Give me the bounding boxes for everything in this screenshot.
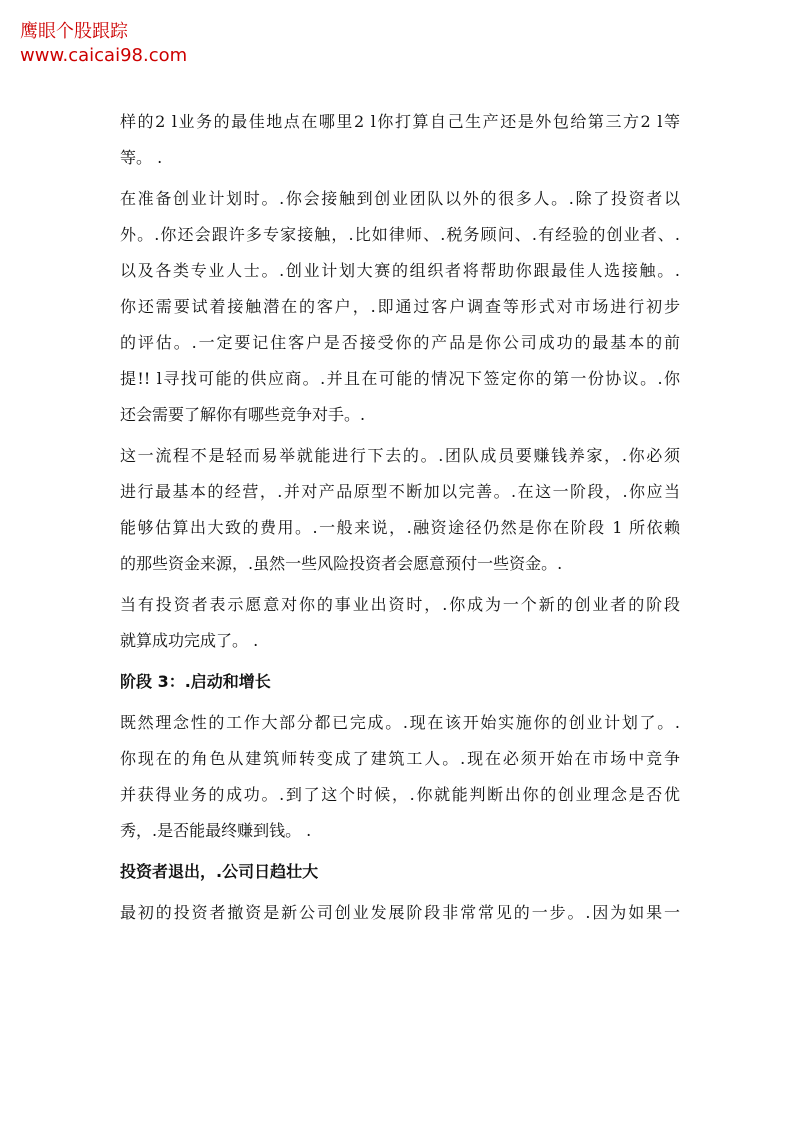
text-line: 就算成功完成了。 .: [120, 631, 259, 650]
text-line: 当有投资者表示愿意对你的事业出资时，.你成为一个新的创业者的阶段: [120, 595, 680, 614]
text-line: 在准备创业计划时。.你会接触到创业团队以外的很多人。.除了投资者以: [120, 189, 680, 208]
text-line: 等。 .: [120, 148, 163, 167]
text-line: 外。.你还会跟许多专家接触，.比如律师、.税务顾问、.有经验的创业者、.: [120, 225, 680, 244]
text-line: 你现在的角色从建筑师转变成了建筑工人。.现在必须开始在市场中竞争: [120, 749, 680, 768]
text-line: 进行最基本的经营，.并对产品原型不断加以完善。.在这一阶段，.你应当: [120, 482, 680, 501]
text-line: 并获得业务的成功。.到了这个时候，.你就能判断出你的创业理念是否优: [120, 785, 680, 804]
text-line: 你还需要试着接触潜在的客户，.即通过客户调查等形式对市场进行初步: [120, 297, 680, 316]
text-line: 这一流程不是轻而易举就能进行下去的。.团队成员要赚钱养家，.你必须: [120, 446, 680, 465]
text-line: 秀，.是否能最终赚到钱。 .: [120, 821, 312, 840]
watermark-name: 鹰眼个股跟踪: [20, 21, 128, 42]
watermark-url: www.caicai98.com: [20, 45, 188, 66]
watermark: [20, 20, 187, 68]
text-line: 最初的投资者撤资是新公司创业发展阶段非常常见的一步。.因为如果一: [120, 903, 680, 922]
section-heading-investor-exit: 投资者退出，.公司日趋壮大: [120, 862, 319, 881]
text-line: 提!! l寻找可能的供应商。.并且在可能的情况下签定你的第一份协议。.你: [120, 369, 680, 388]
text-line: 能够估算出大致的费用。.一般来说，.融资途径仍然是你在阶段 1 所依赖: [120, 518, 680, 537]
text-line: 的那些资金来源，.虽然一些风险投资者会愿意预付一些资金。.: [120, 554, 563, 573]
section-heading-stage-3: 阶段 3：.启动和增长: [120, 672, 271, 691]
text-line: 的评估。.一定要记住客户是否接受你的产品是你公司成功的最基本的前: [120, 333, 680, 352]
text-line: 还会需要了解你有哪些竞争对手。.: [120, 405, 366, 424]
text-line: 样的2 l业务的最佳地点在哪里2 l你打算自己生产还是外包给第三方2 l等: [120, 112, 680, 131]
text-line: 以及各类专业人士。.创业计划大赛的组织者将帮助你跟最佳人选接触。.: [120, 261, 680, 280]
document-body: [120, 104, 680, 931]
text-line: 既然理念性的工作大部分都已完成。.现在该开始实施你的创业计划了。.: [120, 713, 680, 732]
